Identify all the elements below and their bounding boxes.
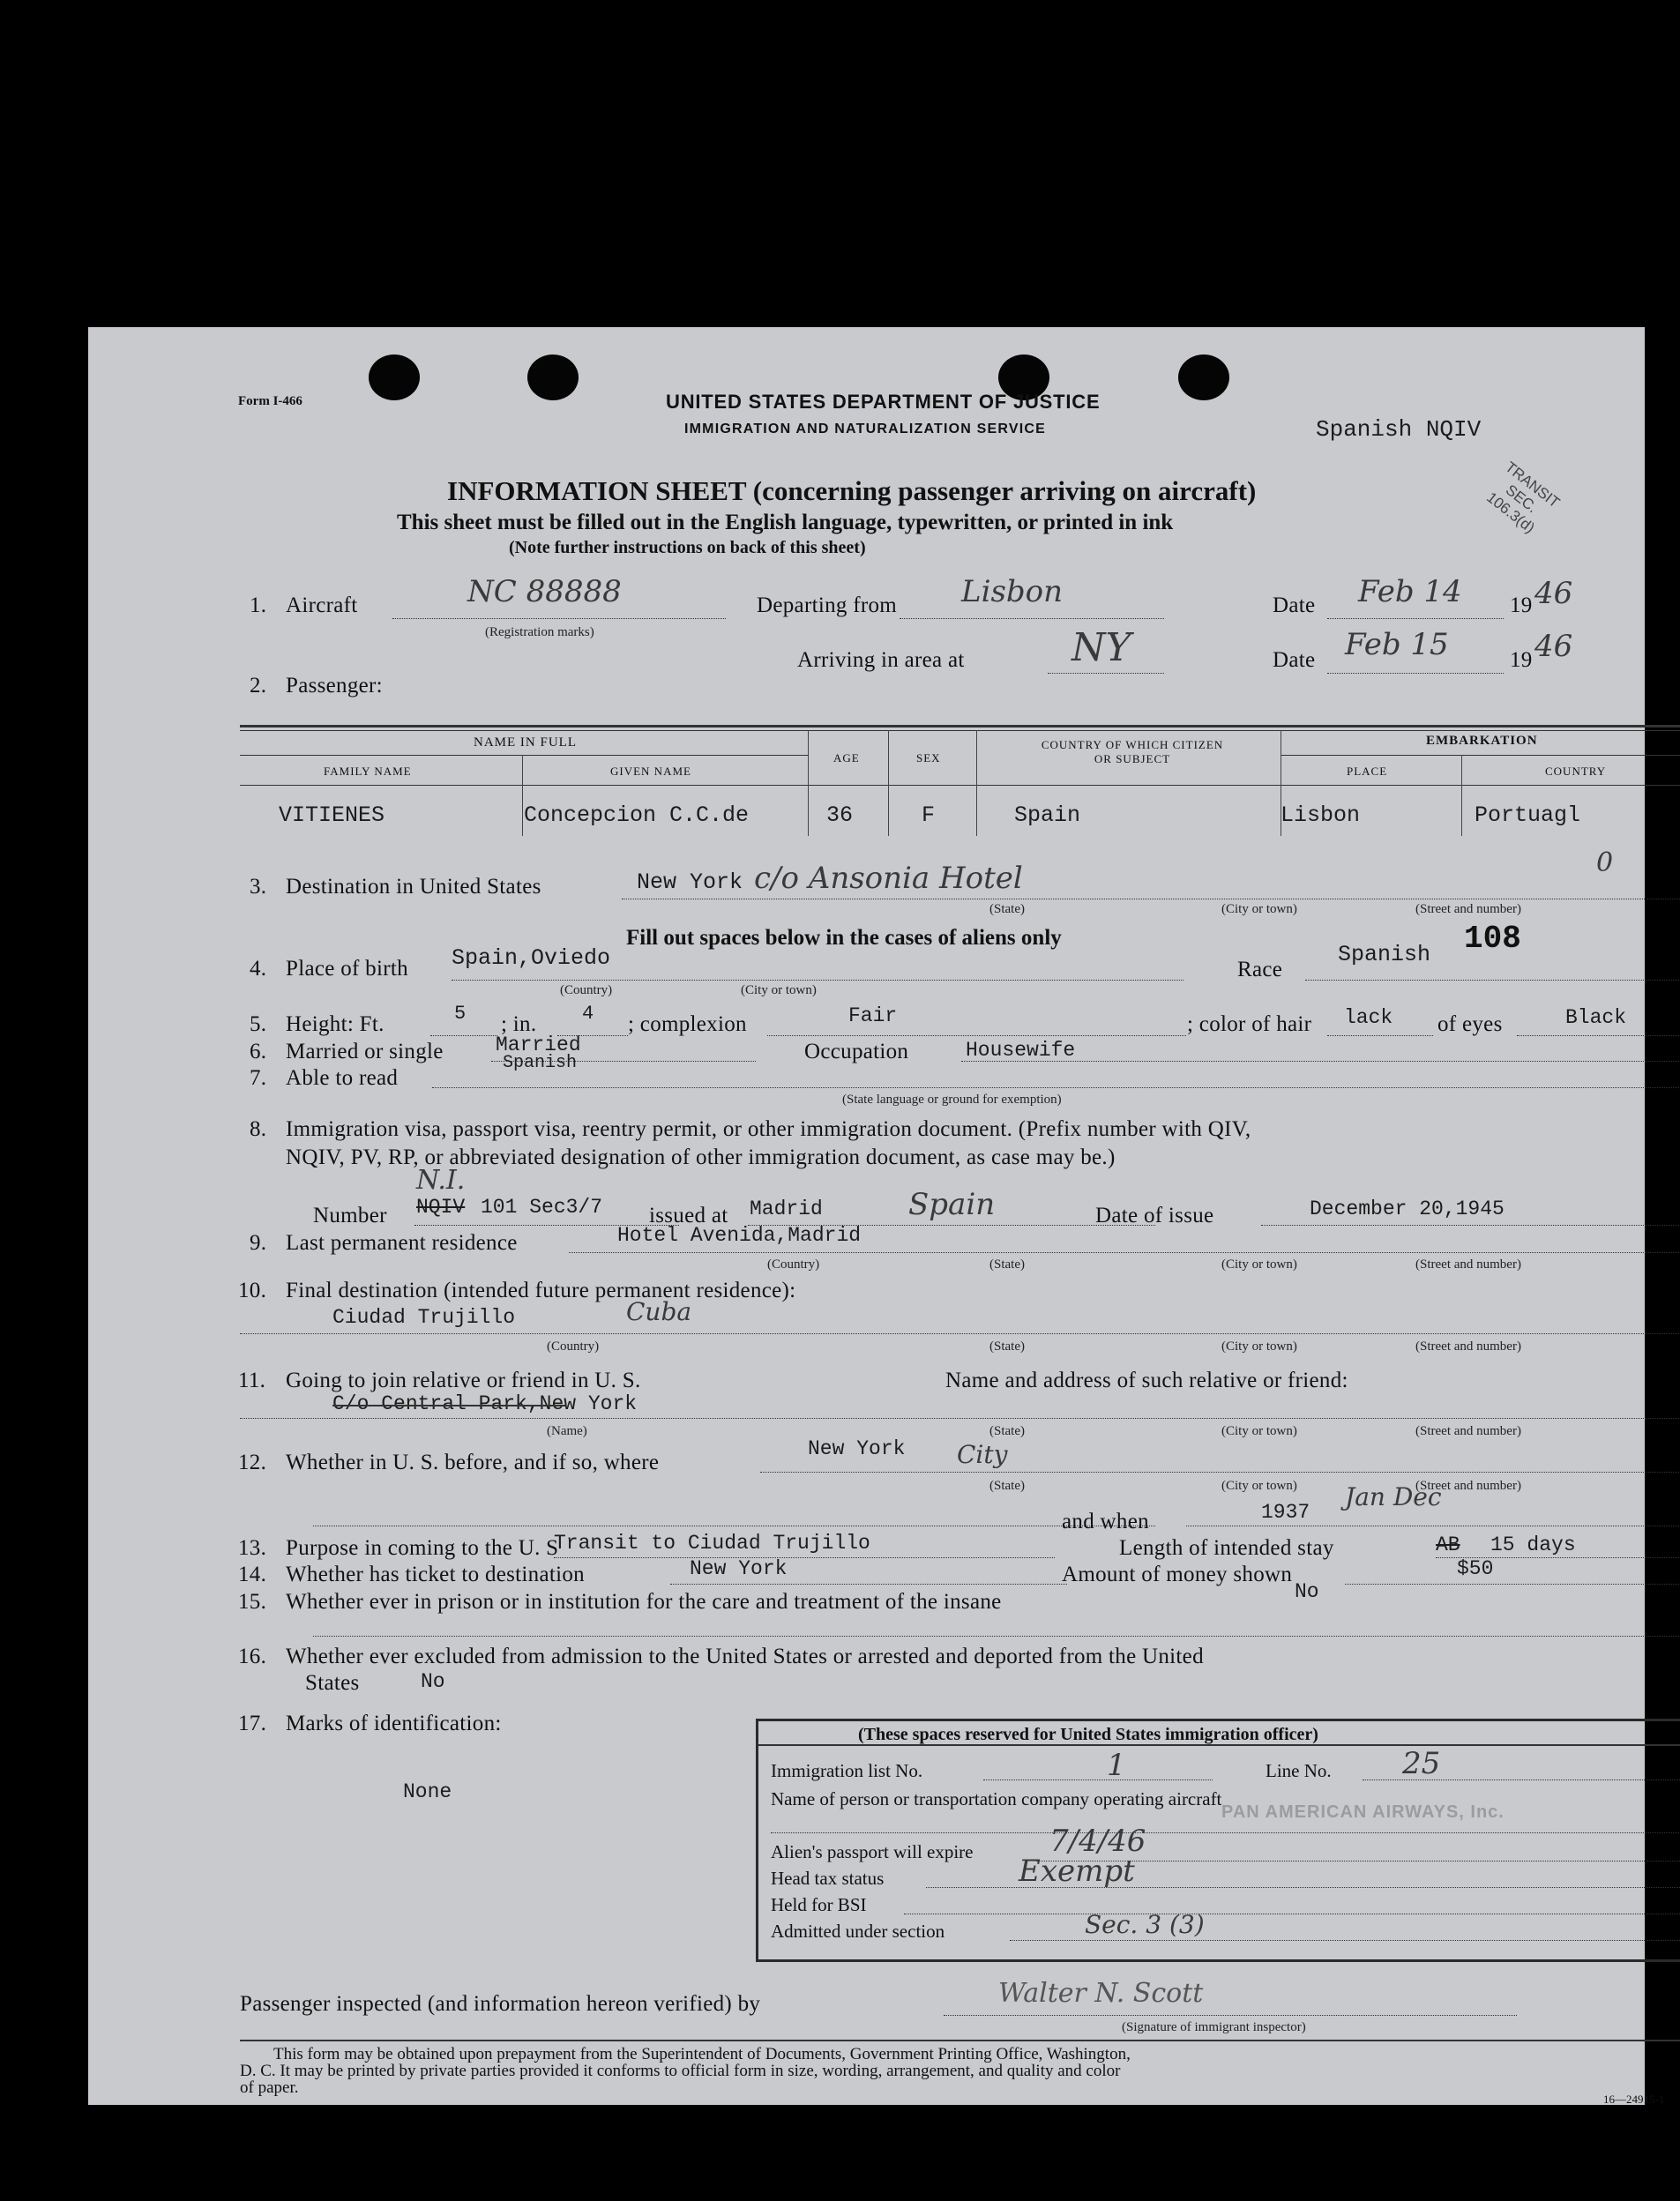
destination-street-caption: (Street and number) [1415,902,1521,916]
item10-number: 10. [238,1279,267,1302]
headtax-value: Exempt [1019,1854,1135,1889]
birth-country-caption: (Country) [560,983,613,997]
relative-line [240,1418,1680,1419]
item4-number: 4. [250,957,267,981]
birth-label: Place of birth [286,957,408,981]
section-label: Admitted under section [771,1921,945,1942]
race-value: Spanish [1338,942,1431,967]
transit-stamp [1470,451,1572,548]
prison-line [313,1636,1680,1637]
punch-hole [527,354,579,400]
feet-line [430,1035,497,1036]
birth-city-caption: (City or town) [741,983,817,997]
item13-number: 13. [238,1536,267,1560]
complexion-value: Fair [848,1004,898,1027]
aliens-only-heading: Fill out spaces below in the cases of aliens only [626,926,1062,950]
family-name-value: VITIENES [279,802,385,828]
married-value: Married [496,1033,581,1056]
section-line [1010,1940,1680,1941]
age-header: AGE [833,751,860,765]
eyes-value: Black [1565,1006,1627,1029]
residence-value: Hotel Avenida,Madrid [617,1224,862,1247]
inches-label: ; in. [501,1012,537,1036]
item16-number: 16. [238,1645,267,1668]
final-destination-value: Ciudad Trujillo [332,1306,516,1329]
eyes-label: of eyes [1437,1012,1503,1036]
aircraft-value: NC 88888 [467,574,622,609]
residence-line [569,1252,1680,1253]
footer-rule [240,2040,1680,2041]
name-in-full-header: NAME IN FULL [474,735,577,750]
item2-number: 2. [250,674,267,698]
document-text-line1: Immigration visa, passport visa, reentry permit, or other immigration document. (Prefix number with QIV, [286,1117,1251,1141]
item8-number: 8. [250,1117,267,1141]
arriving-label: Arriving in area at [797,648,965,672]
destination-state-caption: (State) [989,902,1025,916]
relative-name-caption: (Name) [547,1424,587,1438]
birth-value: Spain,Oviedo [452,945,611,971]
final-country-caption: (Country) [547,1339,600,1354]
sex-value: F [922,802,936,828]
identification-label: Marks of identification: [286,1712,502,1735]
given-name-header: GIVEN NAME [610,765,691,778]
relative-city-caption: (City or town) [1221,1424,1297,1438]
ticket-value: New York [690,1557,788,1580]
item1-number: 1. [250,593,267,617]
date2-value: Feb 15 [1345,627,1449,662]
footer-line2: D. C. It may be printed by private parties provided it conforms to official form in size, wording, arrangement, and quality and color [240,2062,1121,2080]
relative-value: C/o Central Park,New York [332,1392,638,1415]
date2-line [1327,673,1504,674]
headtax-label: Head tax status [771,1868,885,1889]
company-label: Name of person or transportation company operating aircraft [771,1788,1222,1809]
race-line [1305,980,1680,981]
money-line [1345,1584,1680,1585]
stamp-text: TRANSIT SEC. 106.3(d) [1483,458,1564,537]
excluded-value: No [421,1670,445,1693]
residence-street-caption: (Street and number) [1415,1257,1521,1272]
stay-label: Length of intended stay [1119,1536,1334,1560]
signature-line [944,2015,1517,2016]
year-value: 46 [1534,576,1573,611]
signature-caption: (Signature of immigrant inspector) [1122,2020,1306,2034]
document-text-line2: NQIV, PV, RP, or abbreviated designation of other immigration document, as case may be.) [286,1145,1116,1169]
occupation-label: Occupation [804,1040,909,1063]
eyes-line [1517,1035,1680,1036]
date-of-issue-value: December 20,1945 [1310,1197,1505,1220]
final-destination-handwriting: Cuba [626,1297,692,1326]
service-title: IMMIGRATION AND NATURALIZATION SERVICE [684,422,1047,436]
citizen-header-line1: COUNTRY OF WHICH CITIZEN [1041,738,1224,751]
list-line [983,1779,1213,1780]
number-struck: NQIV [416,1196,466,1219]
registration-caption: (Registration marks) [485,625,594,639]
company-value: PAN AMERICAN AIRWAYS, Inc. [1221,1802,1505,1822]
before-state-caption: (State) [989,1479,1025,1493]
destination-city-caption: (City or town) [1221,902,1297,916]
officer-box-title: (These spaces reserved for United States immigration officer) [858,1725,1318,1744]
item6-number: 6. [250,1040,267,1063]
date-of-issue-line [1261,1225,1680,1226]
line-no-value: 25 [1402,1746,1441,1781]
stay-struck: AB [1436,1533,1460,1556]
feet-value: 5 [454,1003,467,1025]
residence-label: Last permanent residence [286,1231,518,1255]
family-name-header: FAMILY NAME [324,765,412,778]
read-value: Spanish [503,1053,578,1073]
line-no-label: Line No. [1266,1760,1332,1781]
final-street-caption: (Street and number) [1415,1339,1521,1354]
number-annotation: N.I. [416,1165,466,1196]
read-line [432,1087,1680,1088]
hair-value: lack [1344,1006,1393,1029]
list-value: 1 [1107,1748,1126,1783]
ticket-label: Whether has ticket to destination [286,1563,585,1586]
margin-mark-108: 108 [1464,921,1521,957]
form-note: (Note further instructions on back of this sheet) [509,538,866,557]
excluded-text-line2: States [305,1671,360,1695]
read-label: Able to read [286,1066,399,1090]
before-city-caption: (City or town) [1221,1479,1297,1493]
passenger-table [240,725,1680,836]
complexion-label: ; complexion [628,1012,747,1036]
date-label: Date [1273,593,1316,617]
officer-box [756,1719,1680,1962]
form-title: INFORMATION SHEET (concerning passenger arriving on aircraft) [447,475,1257,506]
hair-line [1327,1035,1433,1036]
before-street-caption: (Street and number) [1415,1479,1521,1493]
embarkation-header: EMBARKATION [1426,734,1538,748]
when-value: 1937 [1261,1501,1310,1524]
birth-line [452,980,1183,981]
number-value: 101 Sec3/7 [481,1196,603,1219]
final-destination-label: Final destination (intended future permanent residence): [286,1279,796,1302]
before-handwriting: City [957,1440,1008,1469]
year2-value: 46 [1534,629,1573,664]
item12-number: 12. [238,1451,267,1474]
place-header: PLACE [1347,765,1388,778]
identification-value: None [403,1780,452,1803]
margin-mark-0: 0 [1596,847,1614,878]
number-label: Number [313,1204,387,1227]
information-sheet-document [88,327,1665,2106]
departing-line [900,618,1164,619]
destination-street: c/o Ansonia Hotel [754,861,1023,896]
inches-value: 4 [582,1003,594,1025]
stay-value: 15 days [1490,1533,1576,1556]
money-label: Amount of money shown [1062,1563,1293,1586]
form-subtitle: This sheet must be filled out in the English language, typewritten, or printed in ink [397,511,1174,534]
item7-number: 7. [250,1066,267,1090]
item14-number: 14. [238,1563,267,1586]
destination-label: Destination in United States [286,875,541,899]
footer-line3: of paper. [240,2078,299,2097]
punch-hole [1178,354,1229,400]
when-handwriting: Jan Dec [1345,1482,1442,1511]
ticket-line [670,1584,1067,1585]
when-label: and when [1062,1510,1149,1533]
age-value: 36 [826,802,854,828]
join-relative-label: Going to join relative or friend in U. S. [286,1369,641,1392]
relative-strike [332,1405,566,1406]
item5-number: 5. [250,1012,267,1036]
punch-hole [369,354,420,400]
passport-label: Alien's passport will expire [771,1841,974,1862]
height-label: Height: Ft. [286,1012,385,1036]
married-label: Married or single [286,1040,444,1063]
item9-number: 9. [250,1231,267,1255]
sex-header: SEX [916,751,941,765]
department-title: UNITED STATES DEPARTMENT OF JUSTICE [666,391,1101,413]
embark-country-value: Portuagl [1475,802,1581,828]
complexion-line [767,1035,1186,1036]
embark-place-value: Lisbon [1281,802,1361,828]
date-line [1327,618,1504,619]
departing-value: Lisbon [961,574,1064,609]
item11-number: 11. [238,1369,266,1392]
company-line [771,1832,1679,1833]
date2-label: Date [1273,648,1316,672]
footer-line1: This form may be obtained upon prepayment from the Superintendent of Documents, Government Printing Office, Washington, [273,2045,1131,2063]
corner-type: Spanish NQIV [1316,416,1482,443]
occupation-value: Housewife [966,1039,1076,1062]
before-value: New York [808,1437,906,1460]
footer-code: 16—24915-1 [1603,2093,1665,2106]
aircraft-label: Aircraft [286,593,358,617]
excluded-text-line1: Whether ever excluded from admission to the United States or arrested and deported from the United [286,1645,1204,1668]
item15-number: 15. [238,1590,267,1614]
prison-label: Whether ever in prison or in institution for the care and treatment of the insane [286,1590,1002,1614]
issued-handwriting: Spain [908,1187,996,1222]
final-state-caption: (State) [989,1339,1025,1354]
date-of-issue-label: Date of issue [1095,1204,1214,1227]
arriving-line [1048,673,1164,674]
issued-value: Madrid [750,1197,823,1220]
country-header: COUNTRY [1545,765,1607,778]
departing-label: Departing from [757,593,898,617]
list-label: Immigration list No. [771,1760,923,1781]
item17-number: 17. [238,1712,267,1735]
residence-state-caption: (State) [989,1257,1025,1272]
inspected-label: Passenger inspected (and information hereon verified) by [240,1992,761,2016]
citizen-value: Spain [1014,802,1081,828]
money-value: $50 [1457,1557,1494,1580]
passport-value: 7/4/46 [1049,1824,1146,1859]
relative-state-caption: (State) [989,1424,1025,1438]
residence-country-caption: (Country) [767,1257,820,1272]
item3-number: 3. [250,875,267,899]
form-number: Form I-466 [238,394,302,408]
before-line [760,1472,1680,1473]
year-prefix: 19 [1510,593,1533,617]
arriving-value: NY [1071,625,1131,670]
hair-label: ; color of hair [1187,1012,1312,1036]
relative-address-label: Name and address of such relative or friend: [945,1369,1348,1392]
inspector-signature: Walter N. Scott [998,1978,1204,2009]
date-value: Feb 14 [1358,574,1462,609]
issued-label: issued at [649,1204,728,1227]
final-city-caption: (City or town) [1221,1339,1297,1354]
purpose-value: Transit to Ciudad Trujillo [554,1532,870,1555]
before-label: Whether in U. S. before, and if so, where [286,1451,660,1474]
relative-street-caption: (Street and number) [1415,1424,1521,1438]
bsi-label: Held for BSI [771,1894,867,1915]
citizen-header-line2: OR SUBJECT [1094,752,1171,765]
read-caption: (State language or ground for exemption) [842,1093,1062,1107]
given-name-value: Concepcion C.C.de [524,802,750,828]
purpose-label: Purpose in coming to the U. S [286,1536,559,1560]
residence-city-caption: (City or town) [1221,1257,1297,1272]
aircraft-line [392,618,726,619]
citizen-header [1000,738,1265,766]
passenger-label: Passenger: [286,674,383,698]
final-destination-line [240,1333,1680,1334]
year2-prefix: 19 [1510,648,1533,672]
race-label: Race [1237,958,1283,981]
section-value: Sec. 3 (3) [1085,1910,1205,1939]
prison-value: No [1295,1580,1319,1603]
purpose-line [554,1557,1055,1558]
destination-state: New York [637,869,743,895]
